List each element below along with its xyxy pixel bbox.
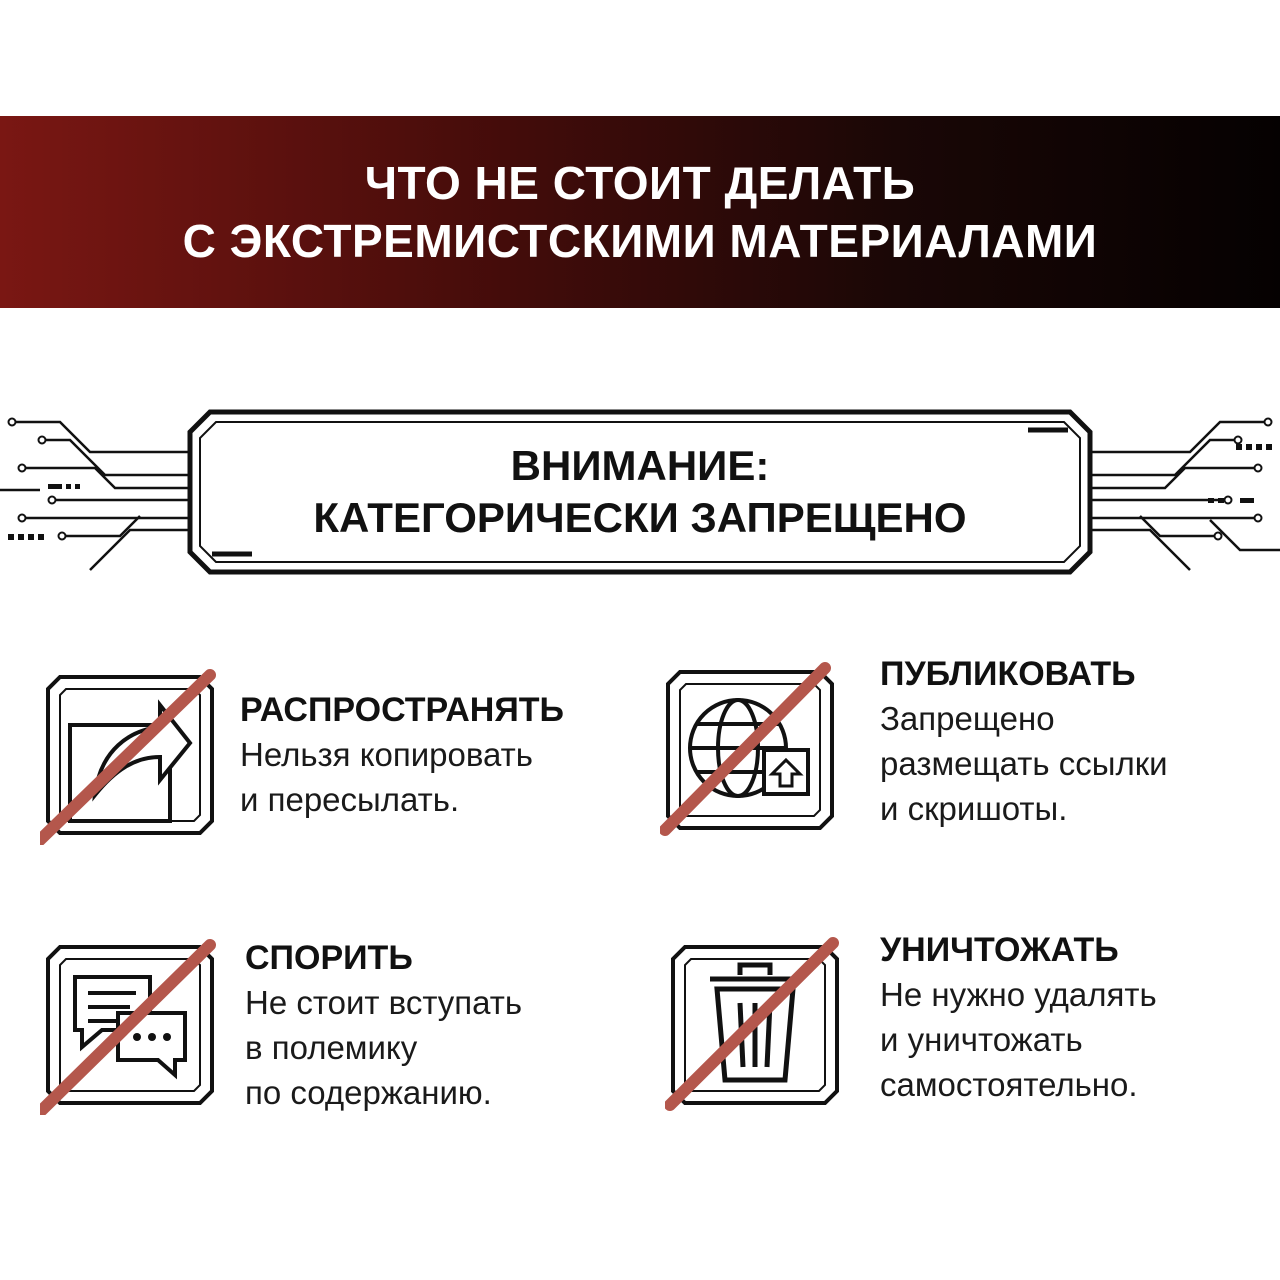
card-line: самостоятельно. xyxy=(880,1066,1138,1103)
card-line: Нельзя копировать xyxy=(240,736,533,773)
warning-box xyxy=(200,432,1080,552)
chat-bubbles-icon xyxy=(40,935,220,1115)
card-title: РАСПРОСТРАНЯТЬ xyxy=(240,691,564,729)
card-publish xyxy=(880,652,1168,831)
warning-line-1: ВНИМАНИЕ: xyxy=(510,442,770,489)
card-line: и скришоты. xyxy=(880,790,1068,827)
card-argue xyxy=(245,936,522,1115)
share-icon xyxy=(40,665,220,845)
card-line: Запрещено xyxy=(880,700,1055,737)
card-line: по содержанию. xyxy=(245,1074,492,1111)
globe-upload-icon xyxy=(660,660,840,840)
trash-icon xyxy=(665,935,845,1115)
header-banner xyxy=(0,116,1280,308)
card-title: УНИЧТОЖАТЬ xyxy=(880,931,1119,969)
card-line: Не нужно удалять xyxy=(880,976,1157,1013)
card-distribute xyxy=(240,688,564,822)
card-line: в полемику xyxy=(245,1029,418,1066)
card-line: размещать ссылки xyxy=(880,745,1168,782)
card-destroy xyxy=(880,928,1157,1107)
warning-line-2: КАТЕГОРИЧЕСКИ ЗАПРЕЩЕНО xyxy=(313,494,967,541)
card-line: Не стоит вступать xyxy=(245,984,523,1021)
header-title-line-2: С ЭКСТРЕМИСТСКИМИ МАТЕРИАЛАМИ xyxy=(182,215,1098,267)
card-title: СПОРИТЬ xyxy=(245,939,413,977)
card-line: и пересылать. xyxy=(240,781,460,818)
card-line: и уничтожать xyxy=(880,1021,1083,1058)
header-title-line-1: ЧТО НЕ СТОИТ ДЕЛАТЬ xyxy=(364,157,916,209)
card-title: ПУБЛИКОВАТЬ xyxy=(880,655,1136,693)
